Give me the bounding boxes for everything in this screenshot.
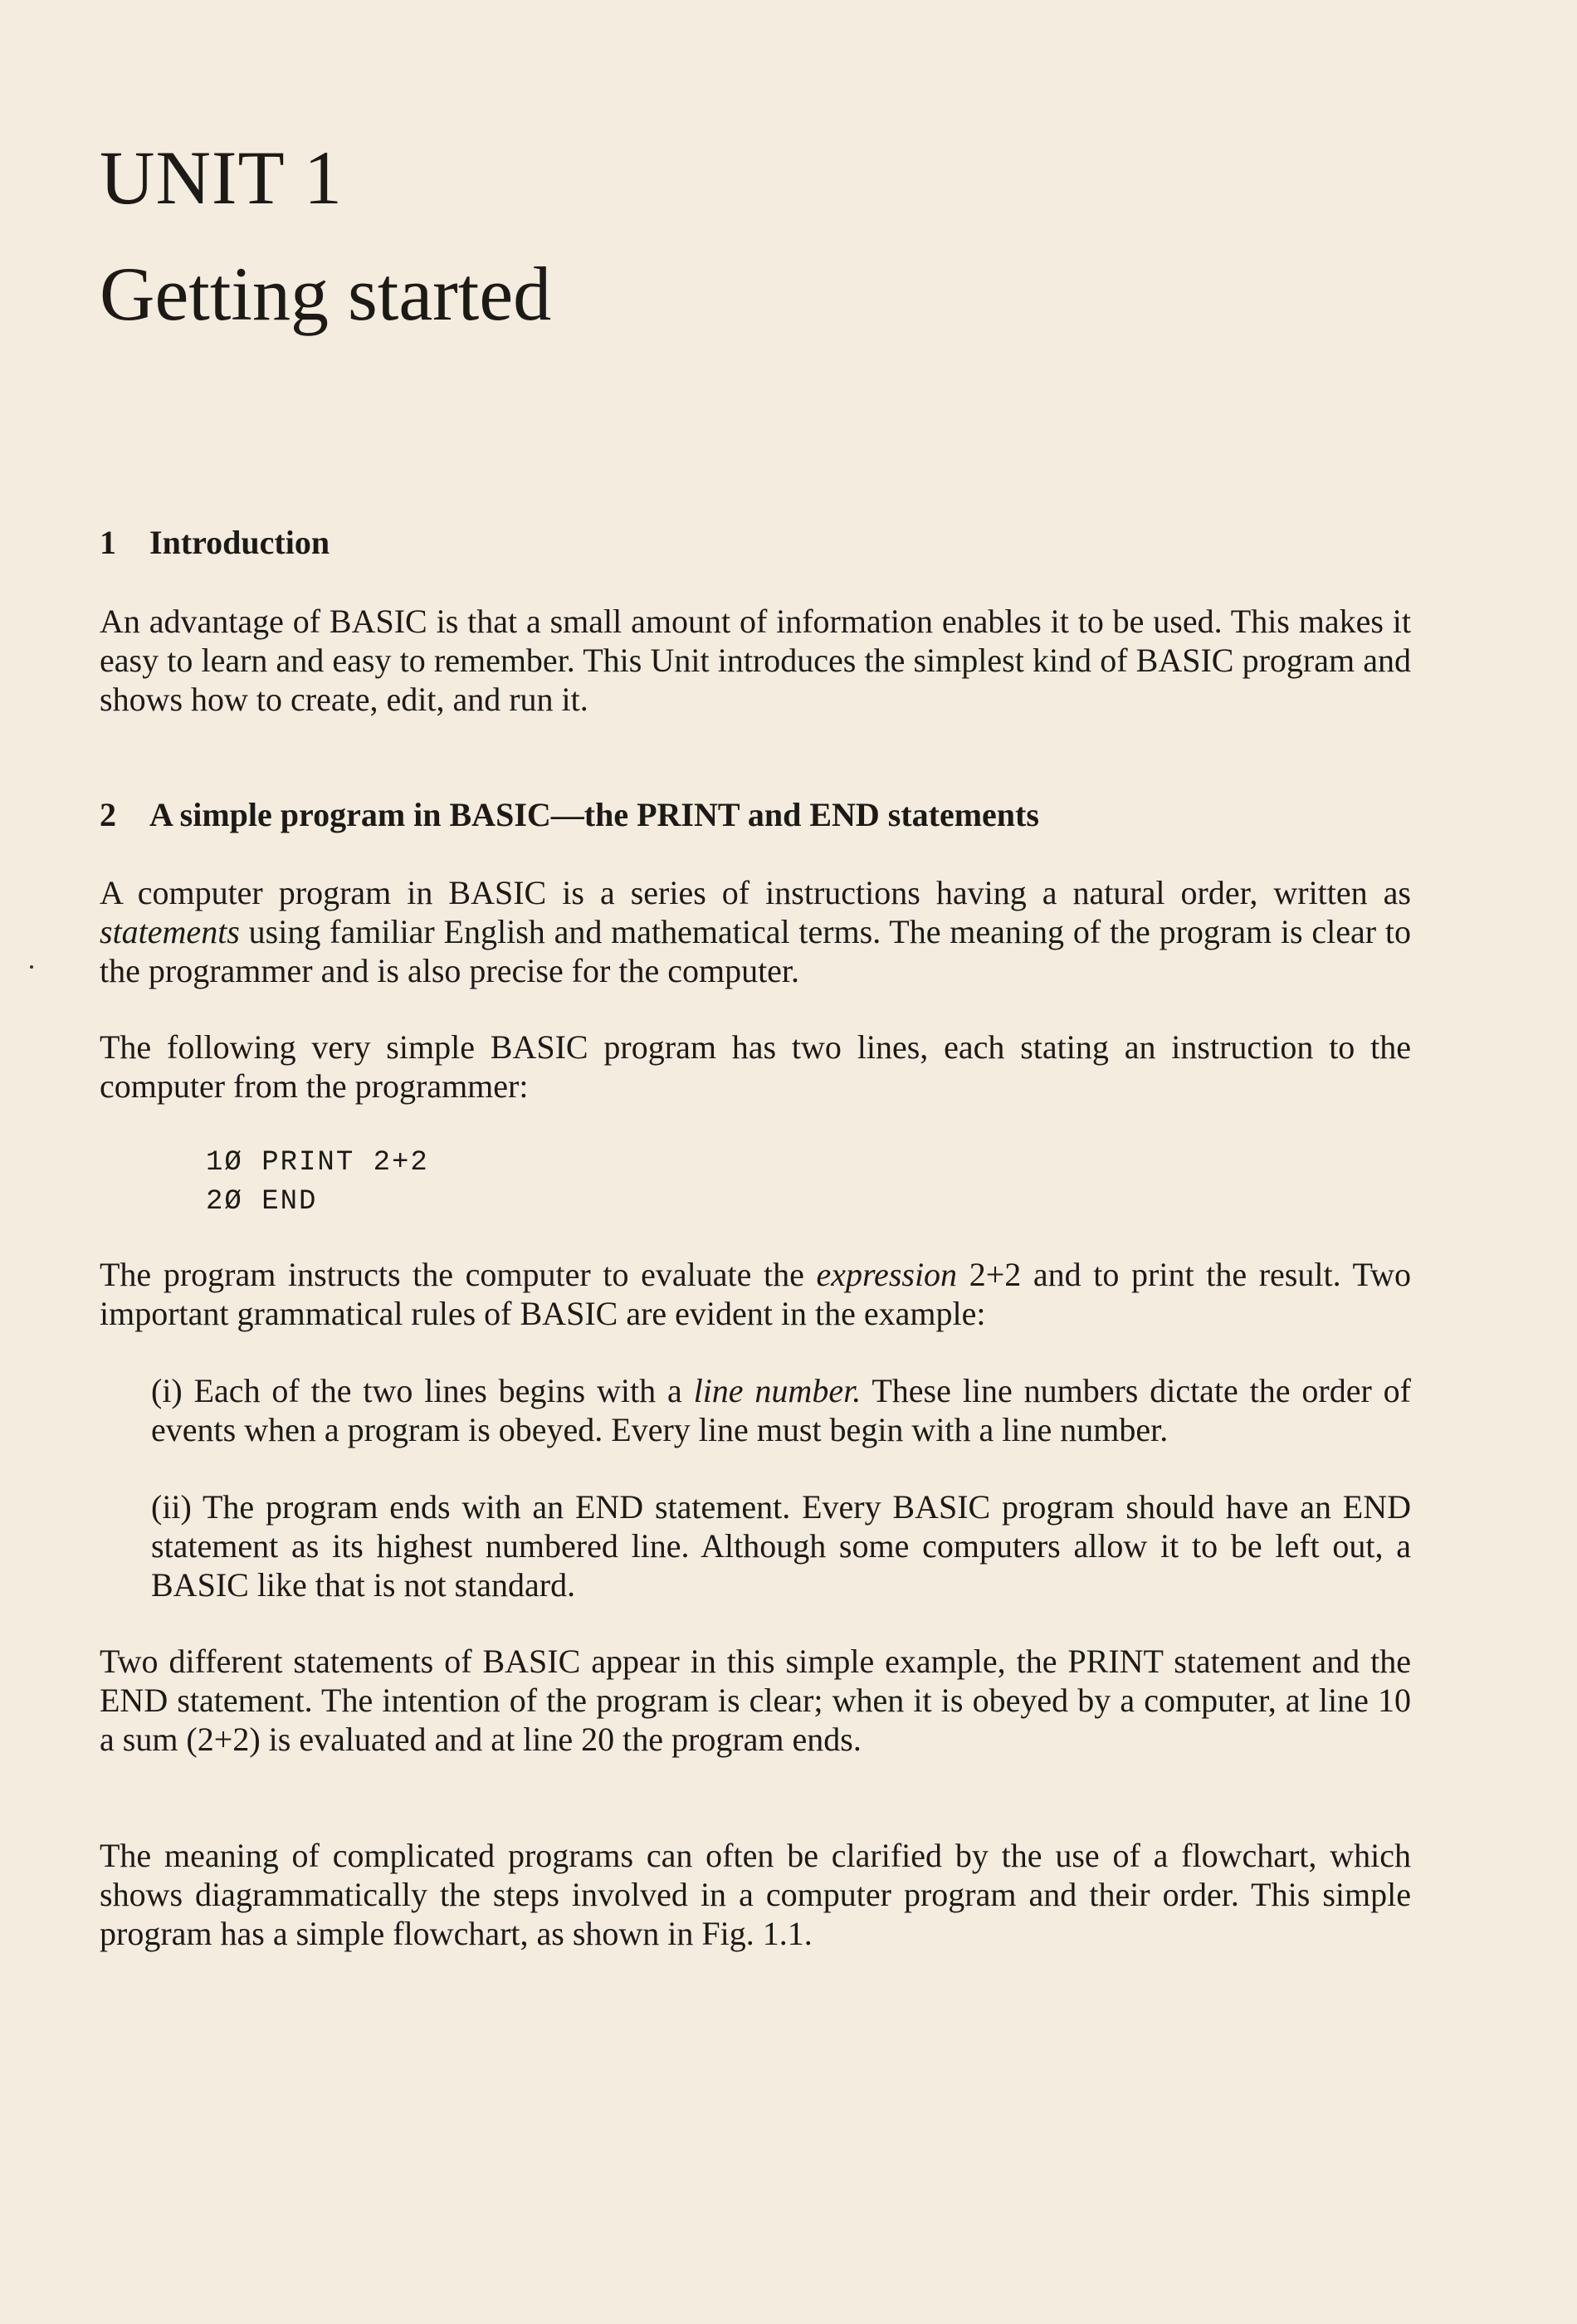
- scan-speck: [30, 965, 33, 969]
- section-1-title: Introduction: [149, 524, 330, 561]
- rule-1-text-2: These line numbers dictate the order of events when a program is obeyed. Every line must begin with a line number.: [151, 1372, 1411, 1448]
- term-expression: expression: [816, 1256, 958, 1293]
- expression-paragraph: [100, 1255, 1411, 1333]
- unit-title: Getting started: [100, 251, 552, 336]
- rule-1-paragraph: [151, 1371, 1411, 1449]
- term-statements: statements: [100, 913, 240, 950]
- statements-summary-paragraph: Two different statements of BASIC appear in this simple example, the PRINT statement and the END statement. The intention of the program is clear; when it is obeyed by a computer, at line 10 a sum (2+2) is evaluated and at line 20 the program ends.: [100, 1643, 1411, 1758]
- flowchart-paragraph: The meaning of complicated programs can often be clarified by the use of a flowchart, which shows diagrammatically the steps involved in a computer program and their order. This simple program has a simple flowchart, as shown in Fig. 1.1.: [100, 1837, 1411, 1952]
- section-1-number: 1: [100, 524, 116, 561]
- section-2-number: 2: [100, 796, 116, 833]
- section-2-title: A simple program in BASIC—the PRINT and END statements: [149, 796, 1039, 833]
- example-intro-paragraph: The following very simple BASIC program has two lines, each stating an instruction to the computer from the programmer:: [100, 1028, 1411, 1105]
- program-definition-text-2: using familiar English and mathematical terms. The meaning of the program is clear to the programmer and is also precise for the computer.: [100, 913, 1411, 989]
- unit-label: UNIT 1: [100, 135, 344, 220]
- code-listing: [206, 1144, 429, 1222]
- code-line-20: 2Ø END: [206, 1186, 318, 1218]
- program-definition-text-1: A computer program in BASIC is a series of instructions having a natural order, written as: [100, 874, 1411, 911]
- program-definition-paragraph: [100, 873, 1411, 990]
- term-line-number: line number.: [693, 1372, 862, 1409]
- rule-1-text-1: (i) Each of the two lines begins with a: [151, 1372, 694, 1409]
- rule-2-paragraph: (ii) The program ends with an END statement. Every BASIC program should have an END statement as its highest numbered line. Although some computers allow it to be left out, a BASIC like that is not standard.: [151, 1488, 1411, 1604]
- section-1-heading: [100, 523, 330, 563]
- intro-paragraph: An advantage of BASIC is that a small amount of information enables it to be used. This makes it easy to learn and easy to remember. This Unit introduces the simplest kind of BASIC program and shows how to create, edit, and run it.: [100, 603, 1411, 718]
- section-2-heading: [100, 795, 1039, 835]
- expression-text-2: 2+2 and to print the result. Two important grammatical rules of BASIC are evident in the example:: [100, 1256, 1412, 1332]
- code-line-10: 1Ø PRINT 2+2: [206, 1147, 429, 1179]
- expression-text-1: The program instructs the computer to evaluate the: [100, 1256, 817, 1293]
